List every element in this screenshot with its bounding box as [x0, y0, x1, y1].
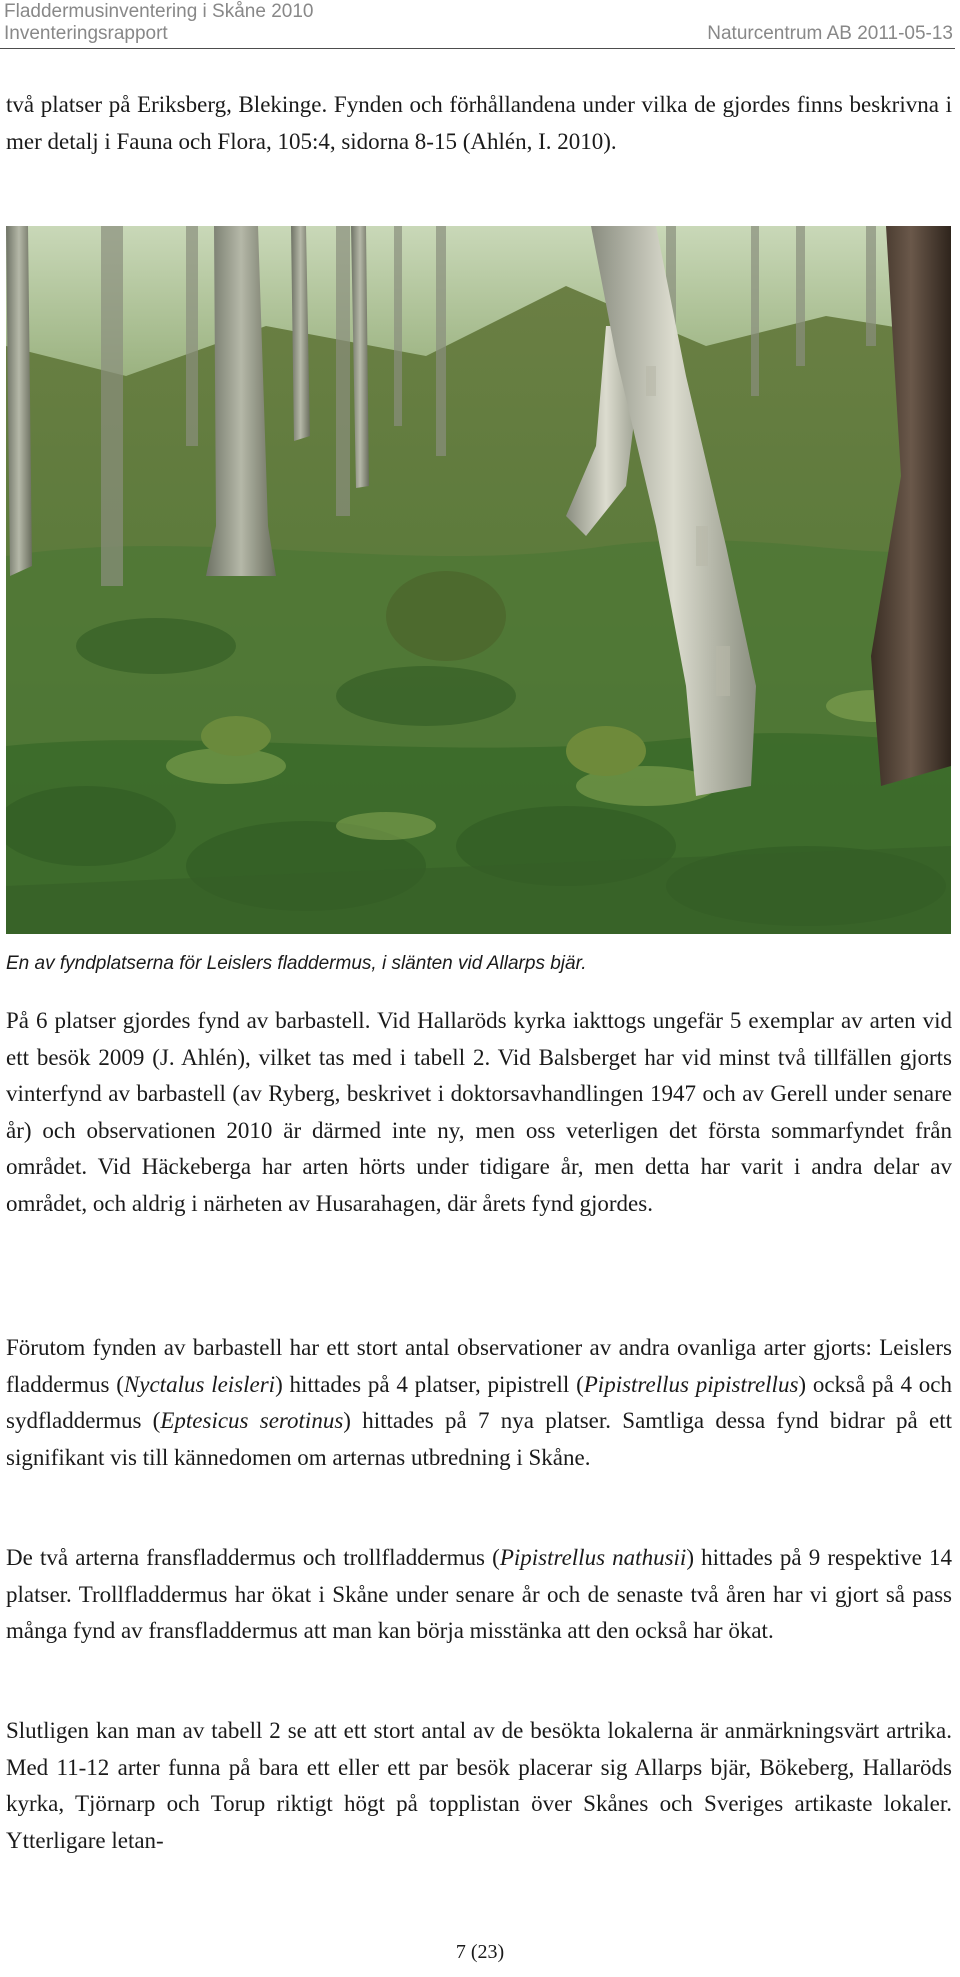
page-header	[0, 0, 955, 49]
text-segment: ) hittades på 4 platser, pipistrell (	[275, 1371, 584, 1397]
text-segment: De två arterna fransfladdermus och trollfladdermus (	[6, 1545, 500, 1570]
species-name: Eptesicus serotinus	[160, 1408, 344, 1433]
paragraph-two-species	[6, 1540, 952, 1650]
paragraph-intro: två platser på Eriksberg, Blekinge. Fynden och förhållandena under vilka de gjordes finns beskrivna i mer detalj i Fauna och Flora, 105:4, sidorna 8-15 (Ahlén, I. 2010).	[6, 92, 952, 154]
organization-date: Naturcentrum AB 2011-05-13	[707, 23, 953, 44]
figure-caption: En av fyndplatserna för Leislers fladdermus, i slänten vid Allarps bjär.	[6, 953, 587, 974]
paragraph-rare-species	[6, 1330, 952, 1476]
report-title: Fladdermusinventering i Skåne 2010	[4, 1, 314, 22]
report-subtitle: Inventeringsrapport	[4, 23, 168, 44]
forest-photo	[6, 226, 951, 934]
text-segment: Förutom fynden av barbastell har ett stort antal observationer av andra ovanliga arter gjorts: Leislers fladdermus (	[6, 1335, 952, 1397]
paragraph-species-rich-sites: Slutligen kan man av tabell 2 se att ett stort antal av de besökta lokalerna är anmärkningsvärt artrika. Med 11-12 arter funna på bara ett eller ett par besök placerar sig Allarps bjär, Bökeberg, Hallaröds kyrka, Tjörnarp och Torup riktigt högt på topplistan över Skånes och Sveriges artikaste lokaler. Ytterligare letan-	[6, 1718, 952, 1853]
species-name: Pipistrellus nathusii	[499, 1545, 687, 1570]
species-name: Pipistrellus pipistrellus	[583, 1371, 799, 1397]
species-name: Nyctalus leisleri	[123, 1371, 276, 1397]
text-segment: ) hittades på 7 nya platser. Samtliga dessa fynd bidrar på ett signifikant vis till kännedomen om arternas utbredning i Skåne.	[6, 1408, 953, 1470]
paragraph-barbastell: På 6 platser gjordes fynd av barbastell. Vid Hallaröds kyrka iakttogs ungefär 5 exemplar av arten vid ett besök 2009 (J. Ahlén), vilket tas med i tabell 2. Vid Balsberget har vid minst två tillfällen gjorts vinterfynd av barbastell (av Ryberg, beskrivet i doktorsavhandlingen 1947 och av Gerell under senare år) och observationen 2010 är därmed inte ny, men oss veterligen det första sommarfyndet från området. Vid Häckeberga har arten hörts under tidigare år, men detta har varit i andra delar av området, och aldrig i närheten av Husarahagen, där årets fynd gjordes.	[6, 1008, 952, 1216]
text-segment: ) hittades på 9 respektive 14 platser. Trollfladdermus har ökat i Skåne under senare år och de senaste två åren har vi gjort så pass många fynd av fransfladdermus att man kan börja misstänka att den också har ökat.	[6, 1545, 953, 1643]
text-segment: ) också på 4 och sydfladdermus (	[6, 1371, 952, 1433]
page-number: 7 (23)	[455, 1941, 505, 1963]
